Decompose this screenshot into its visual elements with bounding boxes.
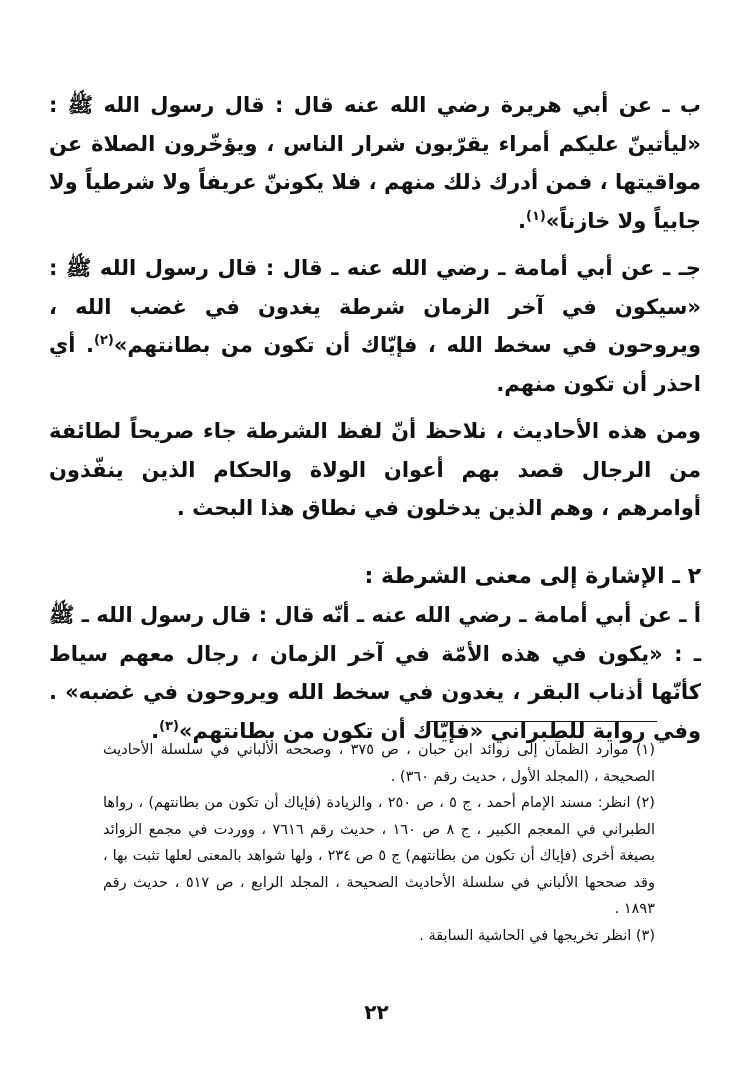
commentary-paragraph: ومن هذه الأحاديث ، نلاحظ أنّ لفظ الشرطة جاء صريحاً لطائفة من الرجال قصد بهم أعوان الولاة والحكام الذين ينفّذون أوامرهم ، وهم الذين يدخلون في نطاق هذا البحث . [49,419,701,520]
hadith-alif-text: أ ـ عن أبي أمامة ـ رضي الله عنه ـ أنّه قال : قال رسول الله ـ ﷺ ـ : «يكون في هذه الأمّة في آخر الزمان ، رجال معهم سياط كأنّها أذناب البقر ، يغدون في سخط الله ويروحون في غضبه» . وفي رواية للطبراني «فإيّاك أن تكون من بطانتهم» [49,603,701,743]
hadith-paragraph-alif [49,596,701,750]
footnote-3: (٣) انظر تخريجها في الحاشية السابقة . [419,927,655,944]
section-heading: ٢ ـ الإشارة إلى معنى الشرطة : [364,563,701,589]
footnote-ref-3: (٣) [159,718,179,734]
main-text-block [49,86,701,750]
footnote-2: (٢) انظر: مسند الإمام أحمد ، ج ٥ ، ص ٢٥٠ ، والزيادة (فإياك أن تكون من بطانتهم) ، رواها الطبراني في المعجم الكبير ، ج ٨ ص ١٦٠ ، حديث رقم ٧٦١٦ ، ووردت في مجمع الزوائد بصيغة أخرى (فإياك أن تكون من بطانتهم) ج ٥ ص ٢٣٤ ، ولها شواهد بالمعنى لعلها تثبت بها ، وقد صححها الألباني في سلسلة الأحاديث الصحيحة ، المجلد الرابع ، ص ٥١٧ ، حديث رقم ١٨٩٣ . [103,795,655,917]
footnote-ref-1: (١) [526,208,546,224]
page-number: ٢٢ [364,1000,389,1024]
footnote-ref-2: (٢) [93,333,114,348]
footnotes-block [103,737,655,949]
footnote-separator [427,721,657,722]
hadith-jeem-end: . أي احذر أن تكون منهم. [49,333,701,396]
hadith-paragraph-jeem [49,249,701,403]
hadith-alif-end: . [151,718,160,743]
footnote-1: (١) موارد الظمآن إلى زوائد ابن حبان ، ص ٣٧٥ ، وصححه الألباني في سلسلة الأحاديث الصحيحة ، (المجلد الأول ، حديث رقم ٣٦٠) . [103,742,655,785]
hadith-b-text: ب ـ عن أبي هريرة رضي الله عنه قال : قال رسول الله ﷺ : «ليأتينّ عليكم أمراء يقرّبون شرار الناس ، ويؤخّرون الصلاة عن مواقيتها ، فمن أدرك ذلك منهم ، فلا يكوننّ عريفاً ولا شرطياً ولا جابياً ولا خازناً» [49,93,701,233]
hadith-b-end: . [518,208,527,233]
hadith-paragraph-b [49,86,701,240]
hadith-jeem-text: جـ ـ عن أبي أمامة ـ رضي الله عنه ـ قال : قال رسول الله ﷺ : «سيكون في آخر الزمان شرطة يغدون في غضب الله ، ويروحون في سخط الله ، فإيّاك أن تكون من بطانتهم» [49,256,701,357]
